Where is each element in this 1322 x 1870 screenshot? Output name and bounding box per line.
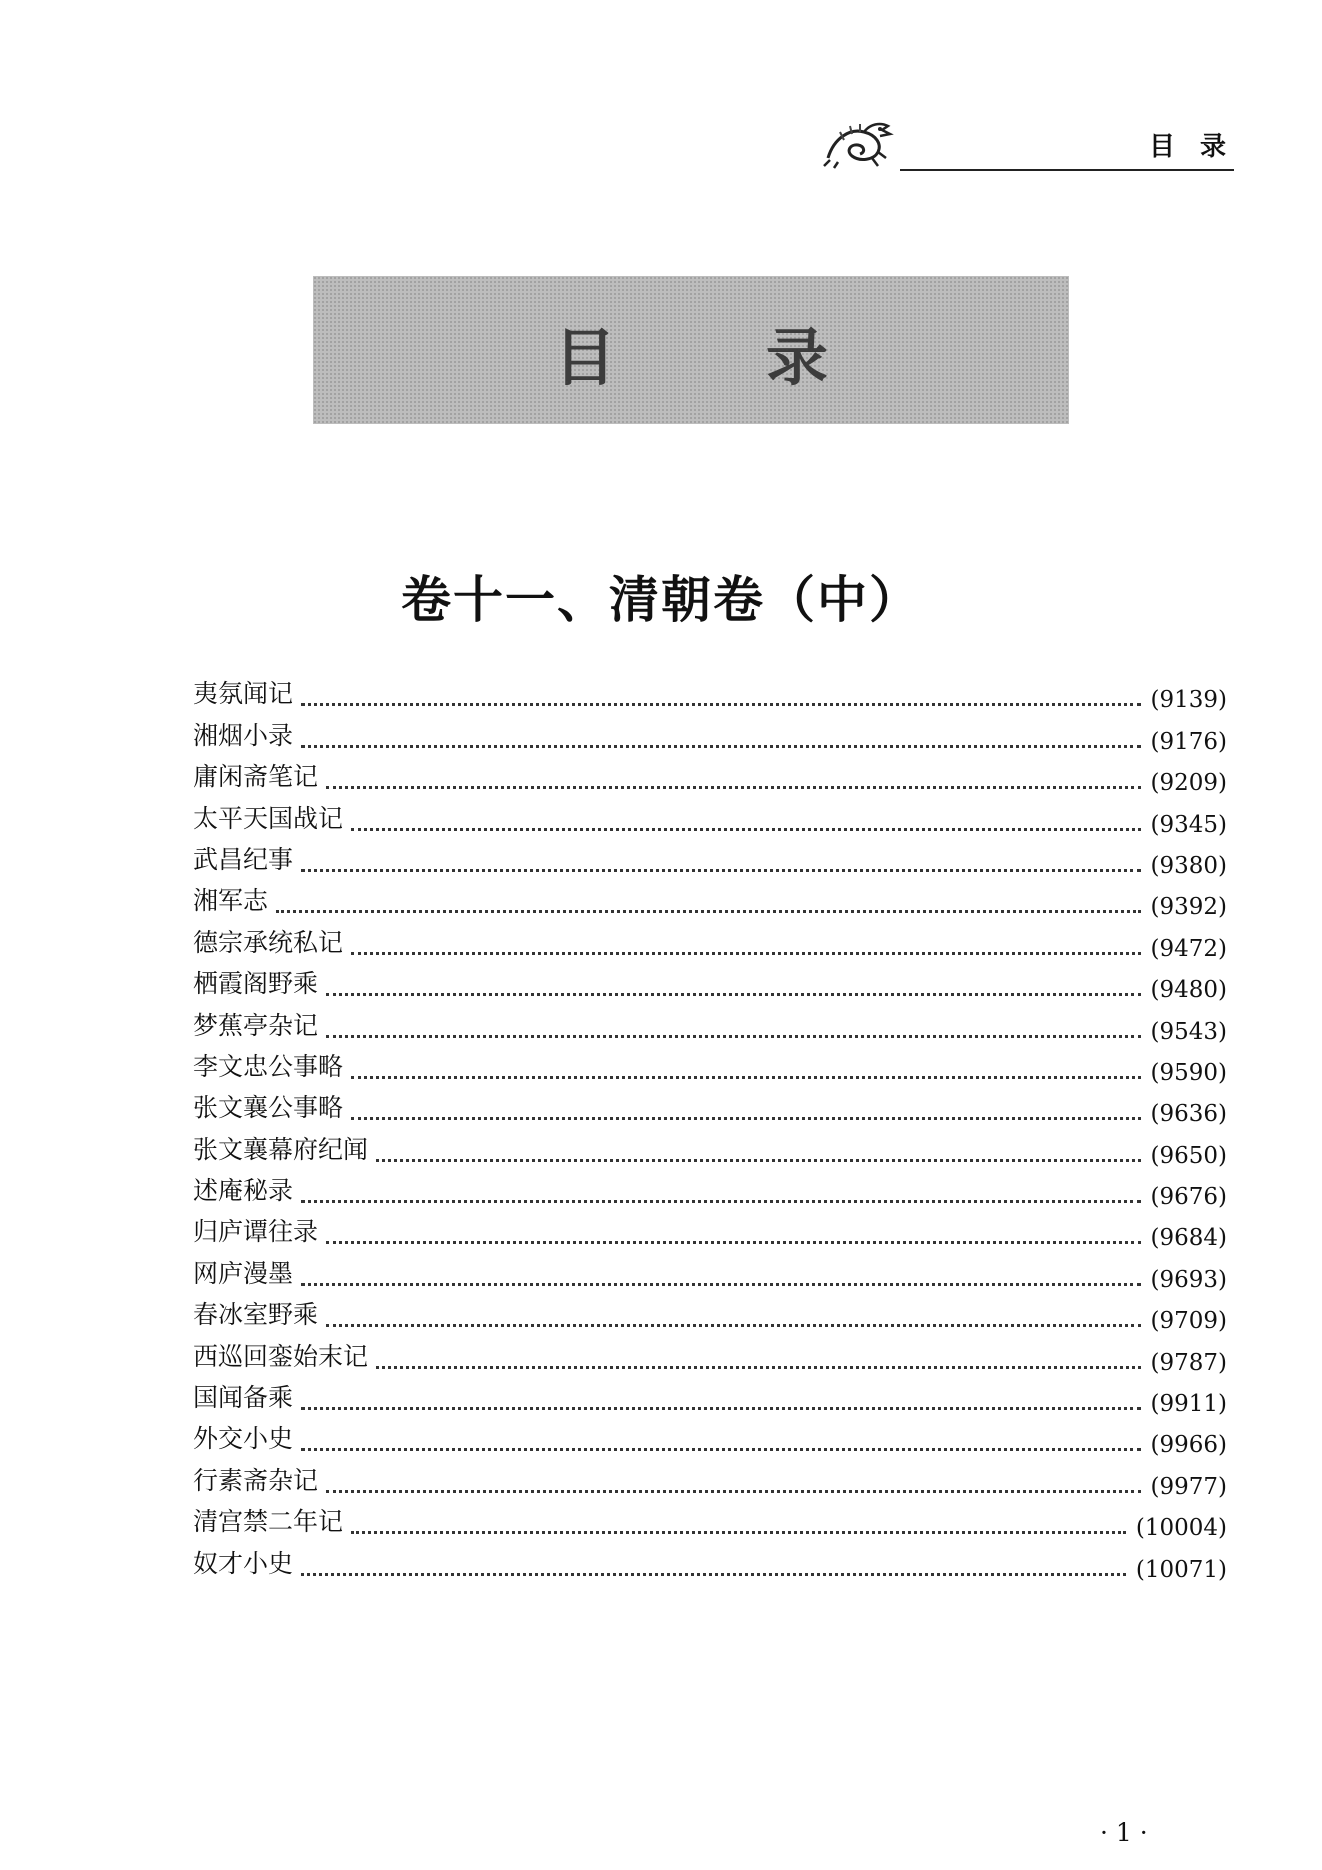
toc-entry-page: (10004) bbox=[1135, 1515, 1227, 1542]
dot-leader bbox=[301, 869, 1141, 872]
toc-entry[interactable] bbox=[193, 1082, 1227, 1128]
toc-entry-page: (9709) bbox=[1150, 1308, 1227, 1335]
toc-entry[interactable] bbox=[193, 751, 1227, 797]
dot-leader bbox=[326, 993, 1141, 996]
dot-leader bbox=[326, 786, 1141, 789]
toc-entry[interactable] bbox=[193, 1413, 1227, 1459]
toc-entry[interactable] bbox=[193, 916, 1227, 962]
toc-entry-title: 栖霞阁野乘 bbox=[193, 969, 319, 999]
dot-leader bbox=[301, 1573, 1126, 1576]
toc-entry-title: 行素斋杂记 bbox=[193, 1465, 319, 1495]
toc-entry[interactable] bbox=[193, 834, 1227, 879]
dot-leader bbox=[301, 703, 1141, 706]
dot-leader bbox=[351, 952, 1141, 955]
toc-entry-page: (9480) bbox=[1150, 977, 1227, 1004]
dot-leader bbox=[326, 1490, 1141, 1493]
toc-entry[interactable] bbox=[193, 1289, 1227, 1335]
header-rule bbox=[900, 169, 1234, 171]
toc-entry[interactable] bbox=[193, 1537, 1227, 1583]
toc-entry-page: (9209) bbox=[1150, 770, 1227, 797]
dot-leader bbox=[376, 1159, 1141, 1162]
dot-leader bbox=[301, 1407, 1141, 1410]
dot-leader bbox=[326, 1241, 1141, 1244]
toc-entry-title: 梦蕉亭杂记 bbox=[193, 1010, 319, 1040]
dot-leader bbox=[351, 1117, 1141, 1120]
toc-entry-title: 述庵秘录 bbox=[193, 1176, 294, 1206]
toc-entry-page: (9345) bbox=[1150, 811, 1227, 838]
toc-entry-page: (9176) bbox=[1150, 728, 1227, 755]
toc-entry-title: 西巡回銮始末记 bbox=[193, 1341, 369, 1371]
dot-leader bbox=[276, 910, 1141, 913]
toc-entry-title: 德宗承统私记 bbox=[193, 927, 344, 957]
toc-entry-title: 武昌纪事 bbox=[193, 844, 294, 874]
toc-entry-title: 清宫禁二年记 bbox=[193, 1507, 344, 1537]
toc-entry-title: 春冰室野乘 bbox=[193, 1300, 319, 1330]
toc-entry[interactable] bbox=[193, 1206, 1227, 1252]
toc-entry-title: 夷氛闻记 bbox=[193, 679, 294, 709]
toc-entry[interactable] bbox=[193, 958, 1227, 1004]
toc-entry-page: (9787) bbox=[1150, 1349, 1227, 1376]
toc-entry[interactable] bbox=[193, 709, 1227, 755]
toc-list bbox=[193, 668, 1227, 1583]
dot-leader bbox=[351, 1531, 1126, 1534]
dot-leader bbox=[301, 1200, 1141, 1203]
toc-entry-title: 太平天国战记 bbox=[193, 803, 344, 833]
toc-entry-title: 网庐漫墨 bbox=[193, 1258, 294, 1288]
toc-entry-page: (9380) bbox=[1150, 852, 1227, 879]
dot-leader bbox=[351, 1076, 1141, 1079]
toc-entry[interactable] bbox=[193, 1165, 1227, 1211]
toc-entry-page: (9543) bbox=[1150, 1018, 1227, 1045]
toc-entry-title: 国闻备乘 bbox=[193, 1383, 294, 1413]
toc-entry[interactable] bbox=[193, 1247, 1227, 1293]
dragon-emblem-icon bbox=[820, 118, 896, 170]
toc-entry-page: (10071) bbox=[1135, 1556, 1227, 1583]
toc-entry-title: 李文忠公事略 bbox=[193, 1051, 344, 1081]
dot-leader bbox=[326, 1324, 1141, 1327]
toc-entry[interactable] bbox=[193, 792, 1227, 838]
toc-entry-page: (9684) bbox=[1150, 1225, 1227, 1252]
dot-leader bbox=[326, 1035, 1141, 1038]
dot-leader bbox=[301, 1283, 1141, 1286]
toc-entry-page: (9636) bbox=[1150, 1101, 1227, 1128]
toc-entry-title: 湘军志 bbox=[193, 886, 269, 916]
toc-entry[interactable] bbox=[193, 1496, 1227, 1542]
toc-entry[interactable] bbox=[193, 1372, 1227, 1418]
banner-title: 目录 bbox=[553, 321, 978, 394]
toc-entry-title: 庸闲斋笔记 bbox=[193, 762, 319, 792]
toc-entry-title: 张文襄公事略 bbox=[193, 1093, 344, 1123]
toc-entry[interactable] bbox=[193, 999, 1227, 1045]
toc-entry[interactable] bbox=[193, 1454, 1227, 1500]
toc-entry-page: (9472) bbox=[1150, 935, 1227, 962]
dot-leader bbox=[301, 745, 1141, 748]
title-banner bbox=[313, 276, 1069, 424]
toc-entry-page: (9650) bbox=[1150, 1142, 1227, 1169]
toc-entry-page: (9139) bbox=[1150, 687, 1227, 714]
toc-entry-title: 归庐谭往录 bbox=[193, 1217, 319, 1247]
toc-entry[interactable] bbox=[193, 1123, 1227, 1169]
toc-entry-page: (9693) bbox=[1150, 1266, 1227, 1293]
toc-entry-page: (9590) bbox=[1150, 1059, 1227, 1086]
toc-entry[interactable] bbox=[193, 875, 1227, 921]
dot-leader bbox=[376, 1366, 1141, 1369]
toc-entry-title: 外交小史 bbox=[193, 1424, 294, 1454]
toc-entry-title: 湘烟小录 bbox=[193, 720, 294, 750]
toc-entry-title: 张文襄幕府纪闻 bbox=[193, 1134, 369, 1164]
dot-leader bbox=[301, 1448, 1141, 1451]
running-header-label: 目 录 bbox=[1148, 132, 1234, 162]
volume-title: 卷十一、清朝卷（中） bbox=[401, 571, 921, 629]
toc-entry-page: (9977) bbox=[1150, 1473, 1227, 1500]
toc-entry[interactable] bbox=[193, 668, 1227, 714]
toc-entry[interactable] bbox=[193, 1330, 1227, 1376]
toc-entry-title: 奴才小史 bbox=[193, 1548, 294, 1578]
toc-entry-page: (9392) bbox=[1150, 894, 1227, 921]
toc-entry[interactable] bbox=[193, 1041, 1227, 1086]
page-number: · 1 · bbox=[1100, 1818, 1148, 1847]
dot-leader bbox=[351, 828, 1141, 831]
running-header bbox=[820, 118, 1234, 174]
toc-entry-page: (9911) bbox=[1150, 1391, 1227, 1418]
toc-entry-page: (9966) bbox=[1150, 1432, 1227, 1459]
toc-entry-page: (9676) bbox=[1150, 1184, 1227, 1211]
